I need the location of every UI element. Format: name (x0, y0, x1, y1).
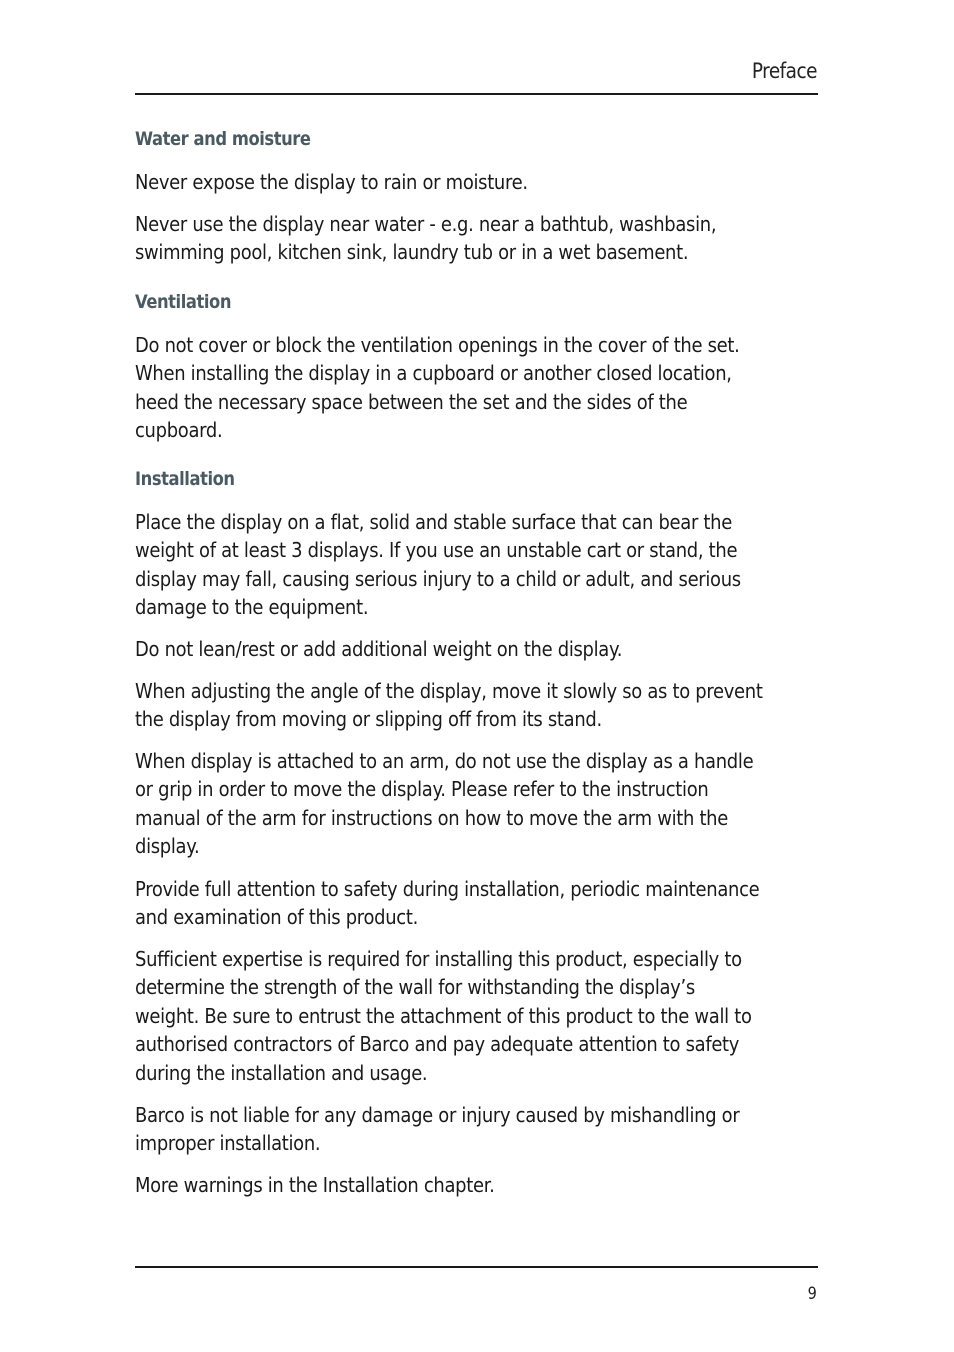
paragraph-line: When adjusting the angle of the display, move it slowly so as to prevent (135, 679, 763, 703)
paragraph-line: determine the strength of the wall for withstanding the display’s (135, 975, 695, 1000)
paragraph-line: Sufficient expertise is required for installing this product, especially to (135, 947, 742, 971)
paragraph-line: Place the display on a flat, solid and stable surface that can bear the (135, 510, 732, 534)
paragraph (135, 331, 818, 445)
paragraph (135, 875, 818, 932)
paragraph-line: swimming pool, kitchen sink, laundry tub or in a wet basement. (135, 240, 689, 265)
paragraph-line: Never expose the display to rain or moisture. (135, 170, 528, 194)
paragraph-line: Do not lean/rest or add additional weight on the display. (135, 637, 623, 661)
paragraph (135, 210, 818, 267)
paragraph-line: damage to the equipment. (135, 595, 369, 620)
paragraph (135, 945, 818, 1087)
paragraph (135, 747, 818, 861)
paragraph-line: or grip in order to move the display. Please refer to the instruction (135, 777, 709, 802)
paragraph-line: weight of at least 3 displays. If you use an unstable cart or stand, the (135, 538, 738, 563)
footer-rule (135, 1266, 818, 1268)
running-header: Preface (751, 59, 817, 83)
paragraph-line: More warnings in the Installation chapter. (135, 1173, 495, 1197)
paragraph-line: manual of the arm for instructions on how to move the arm with the (135, 805, 728, 830)
paragraph-line: and examination of this product. (135, 905, 418, 930)
paragraph (135, 1171, 818, 1199)
page-number: 9 (807, 1284, 817, 1304)
paragraph-line: When display is attached to an arm, do not use the display as a handle (135, 749, 754, 773)
paragraph-line: Provide full attention to safety during installation, periodic maintenance (135, 877, 760, 901)
paragraph-line: Do not cover or block the ventilation openings in the cover of the set. (135, 333, 740, 357)
paragraph-line: When installing the display in a cupboard or another closed location, (135, 361, 732, 386)
paragraph (135, 635, 818, 663)
paragraph-line: display may fall, causing serious injury to a child or adult, and serious (135, 566, 741, 591)
paragraph (135, 508, 818, 622)
paragraph-line: improper installation. (135, 1131, 321, 1156)
paragraph-line: heed the necessary space between the set and the sides of the (135, 389, 688, 414)
paragraph-line: authorised contractors of Barco and pay adequate attention to safety (135, 1032, 740, 1057)
section-heading-installation: Installation (135, 468, 235, 490)
paragraph-line: display. (135, 834, 200, 859)
header-rule (135, 93, 818, 95)
section-heading-ventilation: Ventilation (135, 291, 232, 313)
paragraph (135, 1101, 818, 1158)
paragraph-line: the display from moving or slipping off from its stand. (135, 707, 602, 732)
paragraph-line: Never use the display near water - e.g. near a bathtub, washbasin, (135, 212, 717, 236)
paragraph-line: Barco is not liable for any damage or injury caused by mishandling or (135, 1103, 740, 1127)
paragraph-line: weight. Be sure to entrust the attachment of this product to the wall to (135, 1003, 752, 1028)
section-heading-water-and-moisture: Water and moisture (135, 128, 311, 150)
paragraph-line: cupboard. (135, 418, 223, 443)
paragraph-line: during the installation and usage. (135, 1060, 428, 1085)
paragraph (135, 677, 818, 734)
paragraph (135, 168, 818, 196)
